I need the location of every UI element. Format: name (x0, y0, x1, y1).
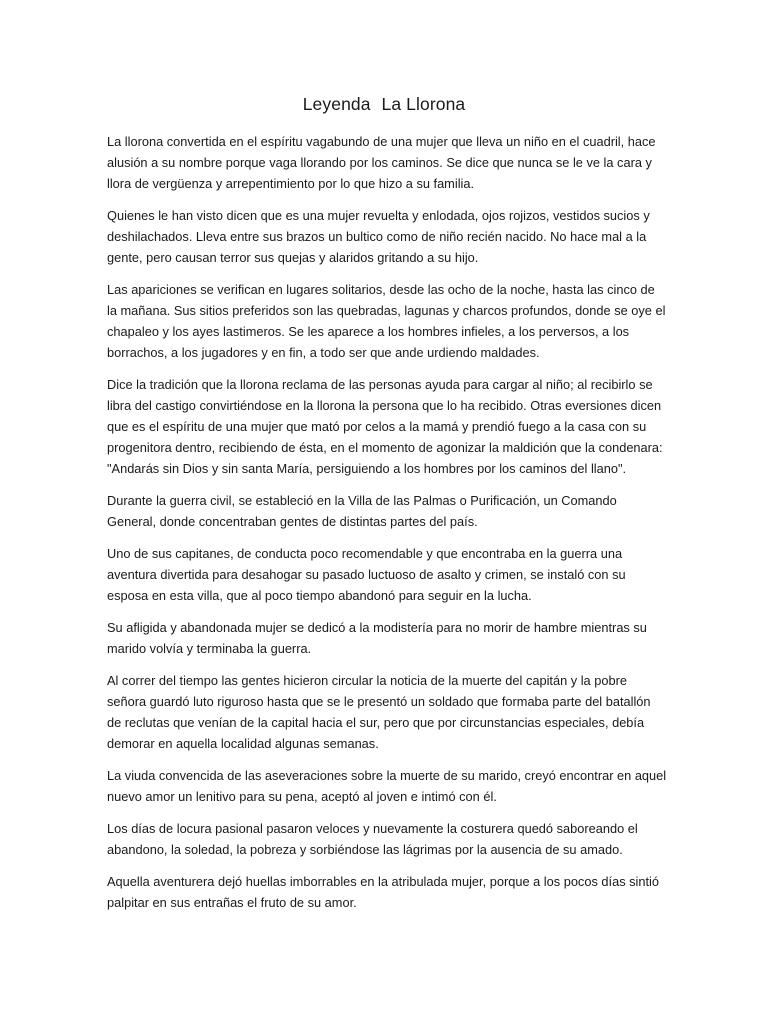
paragraph-7: Su afligida y abandonada mujer se dedicó a la modistería para no morir de hambre mientras su marido volvía y terminaba la guerra. (107, 620, 647, 656)
paragraph-4: Dice la tradición que la llorona reclama de las personas ayuda para cargar al niño; al recibirlo se libra del castigo convirtiéndose en la llorona la persona que lo ha recibido. Otras eversiones dicen que es el espíritu de una mujer que mató por celos a la mamá y prendió fuego a la casa con su progenitora dentro, recibiendo de ésta, en el momento de agonizar la maldición que la condenara: "Andarás sin Dios y sin santa María, persiguiendo a los hombres por los caminos del llano". (107, 377, 663, 476)
paragraph-10: Los días de locura pasional pasaron veloces y nuevamente la costurera quedó saboreando el abandono, la soledad, la pobreza y sorbiéndose las lágrimas por la ausencia de su amado. (107, 821, 638, 857)
title-word-leyenda: Leyenda (302, 94, 371, 114)
paragraph-11: Aquella aventurera dejó huellas imborrables en la atribulada mujer, porque a los pocos días sintió palpitar en sus entrañas el fruto de su amor. (107, 874, 660, 910)
paragraph-5: Durante la guerra civil, se estableció en la Villa de las Palmas o Purificación, un Comando General, donde concentraban gentes de distintas partes del país. (107, 493, 617, 529)
document-body (107, 131, 667, 924)
paragraph-3: Las apariciones se verifican en lugares solitarios, desde las ocho de la noche, hasta las cinco de la mañana. Sus sitios preferidos son las quebradas, lagunas y charcos profundos, donde se oye el chapaleo y los ayes lastimeros. Se les aparece a los hombres infieles, a los perversos, a los borrachos, a los jugadores y en fin, a todo ser que ande urdiendo maldades. (107, 282, 666, 360)
paragraph-1: La llorona convertida en el espíritu vagabundo de una mujer que lleva un niño en el cuadril, hace alusión a su nombre porque vaga llorando por los caminos. Se dice que nunca se le ve la cara y llora de vergüenza y arrepentimiento por lo que hizo a su familia. (107, 134, 656, 191)
paragraph-2: Quienes le han visto dicen que es una mujer revuelta y enlodada, ojos rojizos, vestidos sucios y deshilachados. Lleva entre sus brazos un bultico como de niño recién nacido. No hace mal a la gente, pero causan terror sus quejas y alaridos gritando a su hijo. (107, 208, 650, 265)
paragraph-8: Al correr del tiempo las gentes hicieron circular la noticia de la muerte del capitán y la pobre señora guardó luto riguroso hasta que se le presentó un soldado que formaba parte del batallón de reclutas que venían de la capital hacia el sur, pero que por circunstancias especiales, debía demorar en aquella localidad algunas semanas. (107, 673, 651, 751)
paragraph-9: La viuda convencida de las aseveraciones sobre la muerte de su marido, creyó encontrar en aquel nuevo amor un lenitivo para su pena, aceptó al joven e intimó con él. (107, 768, 667, 804)
page-title (0, 92, 768, 116)
title-la-llorona: La Llorona (381, 94, 466, 114)
paragraph-6: Uno de sus capitanes, de conducta poco recomendable y que encontraba en la guerra una aventura divertida para desahogar su pasado luctuoso de asalto y crimen, se instaló con su esposa en esta villa, que al poco tiempo abandonó para seguir en la lucha. (107, 546, 626, 603)
